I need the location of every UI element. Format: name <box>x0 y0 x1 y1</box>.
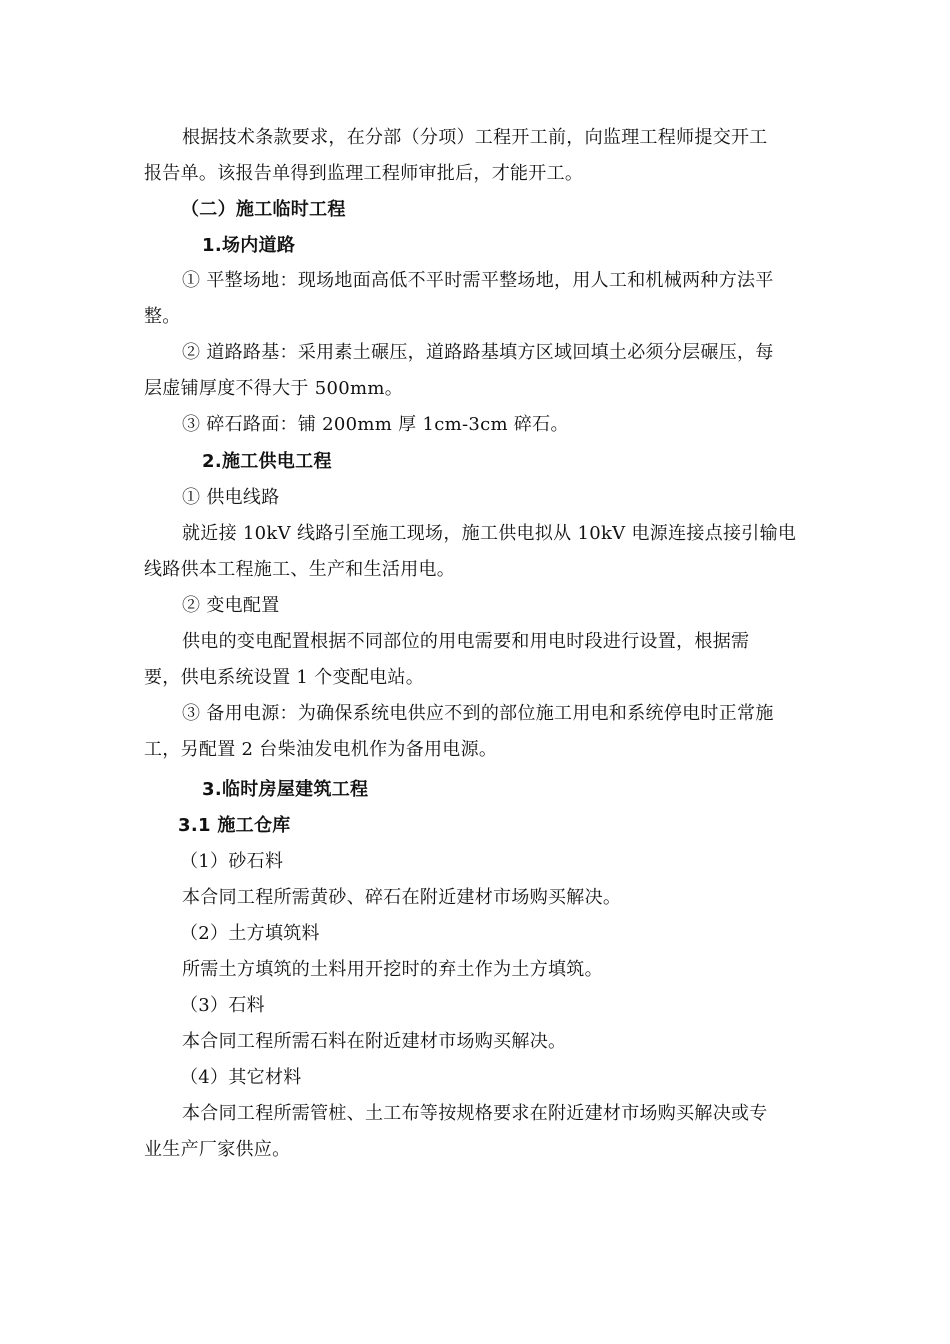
paragraph-line: 所需土方填筑的土料用开挖时的弃土作为土方填筑。 <box>182 959 603 980</box>
paragraph-line: （1）砂石料 <box>180 851 284 872</box>
subsection-heading: 3.1 施工仓库 <box>178 815 291 836</box>
paragraph-line: 本合同工程所需黄砂、碎石在附近建材市场购买解决。 <box>182 887 622 908</box>
paragraph-line: ③ 备用电源：为确保系统电供应不到的部位施工用电和系统停电时正常施 <box>182 703 774 724</box>
paragraph-line: 本合同工程所需管桩、土工布等按规格要求在附近建材市场购买解决或专 <box>182 1103 768 1124</box>
paragraph-line: ① 平整场地：现场地面高低不平时需平整场地，用人工和机械两种方法平 <box>182 270 774 291</box>
paragraph-line: 就近接 10kV 线路引至施工现场，施工供电拟从 10kV 电源连接点接引输电 <box>182 523 797 544</box>
subsection-heading: 1.场内道路 <box>202 235 296 256</box>
paragraph-line: 工，另配置 2 台柴油发电机作为备用电源。 <box>144 739 498 760</box>
subsection-heading: 3.临时房屋建筑工程 <box>202 779 369 800</box>
paragraph-line: ② 变电配置 <box>182 595 280 616</box>
paragraph-line: 报告单。该报告单得到监理工程师审批后，才能开工。 <box>144 163 584 184</box>
paragraph-line: ① 供电线路 <box>182 487 280 508</box>
paragraph-line: 业生产厂家供应。 <box>144 1139 291 1160</box>
paragraph-line: 供电的变电配置根据不同部位的用电需要和用电时段进行设置，根据需 <box>182 631 750 652</box>
paragraph-line: 整。 <box>144 306 181 327</box>
paragraph-line: 线路供本工程施工、生产和生活用电。 <box>144 559 456 580</box>
paragraph-line: 要，供电系统设置 1 个变配电站。 <box>144 667 424 688</box>
paragraph-line: 层虚铺厚度不得大于 500mm。 <box>144 378 404 399</box>
section-heading: （二）施工临时工程 <box>181 199 346 220</box>
paragraph-line: （2）土方填筑料 <box>180 923 320 944</box>
paragraph-line: 根据技术条款要求，在分部（分项）工程开工前，向监理工程师提交开工 <box>182 127 768 148</box>
paragraph-line: 本合同工程所需石料在附近建材市场购买解决。 <box>182 1031 567 1052</box>
subsection-heading: 2.施工供电工程 <box>202 451 332 472</box>
paragraph-line: ② 道路路基：采用素土碾压，道路路基填方区域回填土必须分层碾压，每 <box>182 342 774 363</box>
paragraph-line: （4）其它材料 <box>180 1067 302 1088</box>
paragraph-line: （3）石料 <box>180 995 265 1016</box>
paragraph-line: ③ 碎石路面：铺 200mm 厚 1cm-3cm 碎石。 <box>182 414 569 435</box>
